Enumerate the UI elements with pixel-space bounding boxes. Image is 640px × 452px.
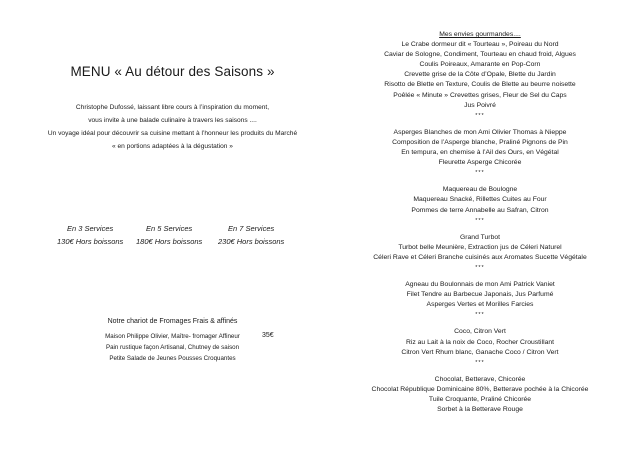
course-separator: *** xyxy=(475,217,485,224)
course-gap xyxy=(320,178,640,185)
dish-title: Grand Turbot xyxy=(459,233,501,241)
intro-line: « en portions adaptées à la dégustation » xyxy=(112,143,233,150)
right-panel xyxy=(320,0,640,452)
service-price: 180€ Hors boissons xyxy=(136,237,203,246)
service-label: En 5 Services xyxy=(146,224,193,233)
course-gap xyxy=(320,226,640,233)
dish-title: Chocolat, Betterave, Chicorée xyxy=(434,375,526,383)
dish-line: Chocolat République Dominicaine 80%, Betterave pochée à la Chicorée xyxy=(371,385,589,393)
dish-title: Agneau du Boulonnais de mon Ami Patrick Vaniet xyxy=(405,281,555,289)
cheese-price: 35€ xyxy=(262,332,274,339)
dish-line: Fleurette Asperge Chicorée xyxy=(438,159,522,167)
dish-line: Caviar de Sologne, Condiment, Tourteau en chaud froid, Algues xyxy=(384,51,576,59)
dish-line: Maquereau Snacké, Rillettes Cuites au Four xyxy=(413,196,547,204)
cheese-line: Petite Salade de Jeunes Pousses Croquantes xyxy=(109,354,236,362)
service-price: 230€ Hors boissons xyxy=(218,237,285,246)
course-gap xyxy=(320,273,640,280)
intro-line: Christophe Dufossé, laissant libre cours à l’inspiration du moment, xyxy=(75,104,270,111)
intro-line: Un voyage idéal pour découvrir sa cuisine mettant à l’honneur les produits du Marché xyxy=(47,130,298,137)
course-separator: *** xyxy=(475,170,485,177)
course-gap xyxy=(320,368,640,375)
course-gap xyxy=(320,320,640,327)
dishes-heading: Mes envies gourmandes.... xyxy=(439,31,521,38)
course-separator: *** xyxy=(475,112,485,119)
dish-line: Jus Poivré xyxy=(464,101,496,109)
dish-line: Tuile Croquante, Praliné Chicorée xyxy=(428,396,532,403)
dishes-list xyxy=(320,30,640,415)
dish-line: Poêlée « Minute » Crevettes grises, Fleur de Sel du Caps xyxy=(393,91,567,99)
dish-line: Risotto de Blette en Texture, Coulis de Blette au beurre noisette xyxy=(384,81,576,89)
service-label: En 3 Services xyxy=(67,224,114,233)
service-label: En 7 Services xyxy=(228,224,275,233)
dish-line: Pommes de terre Annabelle au Safran, Citron xyxy=(411,206,549,214)
dish-line: Asperges Vertes et Morilles Farcies xyxy=(426,301,534,309)
dish-title: Coco, Citron Vert xyxy=(454,328,506,336)
cheese-title: Notre chariot de Fromages Frais & affinés xyxy=(107,318,238,325)
dish-title: Asperges Blanches de mon Ami Olivier Thomas à Nieppe xyxy=(393,128,567,136)
service-options xyxy=(0,222,345,252)
dish-line: Coulis Poireaux, Amarante en Pop-Corn xyxy=(419,61,541,69)
menu-title: MENU « Au détour des Saisons » xyxy=(70,64,275,79)
cheese-line: Pain rustique façon Artisanal, Chutney de saison xyxy=(105,343,240,351)
dish-title: Maquereau de Boulogne xyxy=(442,186,518,194)
dish-line: Citron Vert Rhum blanc, Ganache Coco / Citron Vert xyxy=(401,348,559,356)
dish-line: Composition de l’Asperge blanche, Praliné Pignons de Pin xyxy=(392,138,568,146)
dish-line: Crevette grise de la Côte d’Opale, Blette du Jardin xyxy=(404,71,556,79)
course-gap xyxy=(320,121,640,128)
course-separator: *** xyxy=(475,359,485,366)
service-option-7 xyxy=(218,222,284,248)
dish-line: Sorbet à la Betterave Rouge xyxy=(437,406,523,414)
cheese-description xyxy=(0,332,345,364)
service-option-5 xyxy=(136,222,202,248)
cheese-line: Maison Philippe Olivier, Maître- fromager Affineur xyxy=(105,333,240,340)
dish-line: Filet Tendre au Barbecue Japonais, Jus Parfumé xyxy=(406,291,554,299)
dish-line: Turbot belle Meunière, Extraction jus de Céleri Naturel xyxy=(398,243,562,251)
dish-line: Riz au Lait à la noix de Coco, Rocher Croustillant xyxy=(405,338,555,346)
dish-line: En tempura, en chemise à l’Ail des Ours, en Végétal xyxy=(401,149,559,157)
dish-title: Le Crabe dormeur dit « Tourteau », Poireau du Nord xyxy=(401,41,559,49)
dish-line: Céleri Rave et Céleri Branche cuisinés aux Aromates Sucette Végétale xyxy=(373,253,587,261)
course-separator: *** xyxy=(475,312,485,319)
course-separator: *** xyxy=(475,264,485,271)
service-option-3 xyxy=(57,222,123,248)
intro-line: vous invite à une balade culinaire à travers les saisons .... xyxy=(88,117,257,124)
menu-intro xyxy=(0,101,345,153)
service-price: 130€ Hors boissons xyxy=(57,237,124,246)
